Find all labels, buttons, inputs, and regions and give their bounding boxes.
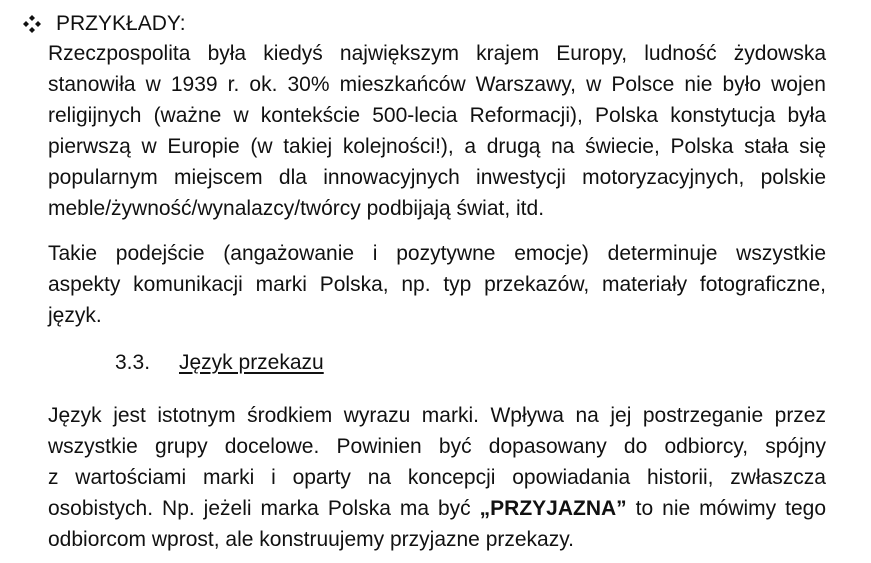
section-heading	[115, 348, 324, 378]
paragraph-line-mixed	[48, 493, 826, 524]
bullet-label: PRZYKŁADY:	[56, 12, 186, 35]
paragraph-line: religijnych (ważne w kontekście 500-lecia Reformacji), Polska konstytucja była	[48, 104, 826, 127]
paragraph-line: stanowiła w 1939 r. ok. 30% mieszkańców Warszawy, w Polsce nie było wojen	[48, 73, 826, 96]
paragraph-line: Język jest istotnym środkiem wyrazu marki. Wpływa na jej postrzeganie przez	[48, 404, 826, 427]
paragraph-line: aspekty komunikacji marki Polska, np. typ przekazów, materiały fotograficzne,	[48, 273, 826, 296]
bold-emphasis: „PRZYJAZNA”	[479, 497, 627, 520]
paragraph-line: pierwszą w Europie (w takiej kolejności!), a drugą na świecie, Polska stała się	[48, 135, 826, 158]
four-diamond-bullet-icon	[22, 14, 42, 34]
bullet-heading	[22, 10, 186, 38]
paragraph-line: meble/żywność/wynalazcy/twórcy podbijają świat, itd.	[48, 197, 545, 220]
paragraph-line: Takie podejście (angażowanie i pozytywne emocje) determinuje wszystkie	[48, 242, 826, 265]
paragraph-line: wszystkie grupy docelowe. Powinien być dopasowany do odbiorcy, spójny	[48, 435, 826, 458]
paragraph-line: Rzeczpospolita była kiedyś największym krajem Europy, ludność żydowska	[48, 42, 826, 65]
paragraph-line: z wartościami marki i oparty na koncepcji opowiadania historii, zwłaszcza	[48, 466, 826, 489]
paragraph-line: popularnym miejscem dla innowacyjnych inwestycji motoryzacyjnych, polskie	[48, 166, 826, 189]
line-text: to nie mówimy tego	[626, 497, 827, 520]
paragraph-line: język.	[48, 304, 102, 327]
line-text: osobistych. Np. jeżeli marka Polska ma być	[48, 497, 480, 520]
paragraph-approach	[48, 238, 826, 331]
section-title: Język przekazu	[179, 351, 324, 374]
section-number: 3.3.	[115, 351, 151, 374]
paragraph-examples	[48, 38, 826, 224]
paragraph-language	[48, 400, 826, 555]
paragraph-line: odbiorcom wprost, ale konstruujemy przyjazne przekazy.	[48, 528, 574, 551]
